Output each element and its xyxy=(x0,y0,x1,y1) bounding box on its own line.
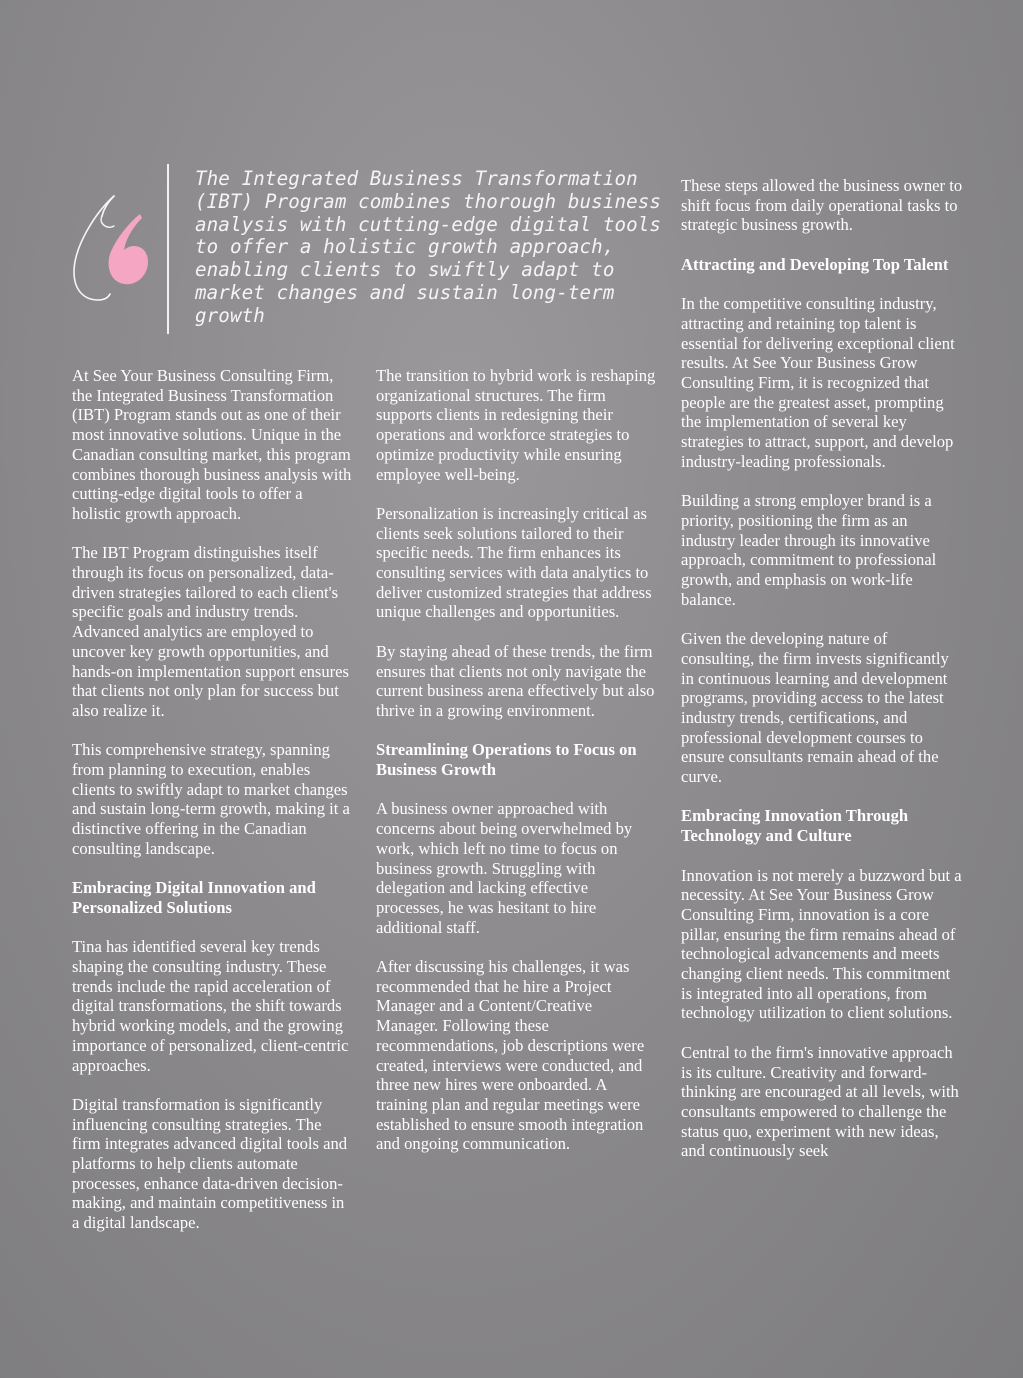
column-2 xyxy=(376,366,658,1174)
paragraph: Given the developing nature of consulting, the firm invests significantly in continuous learning and development programs, providing access to the latest industry trends, certifications, and professional development courses to ensure consultants remain ahead of the curve. xyxy=(681,629,949,787)
paragraph: A business owner approached with concerns about being overwhelmed by work, which left no time to focus on business growth. Struggling with delegation and lacking effective processes, he was hesitant to hire additional staff. xyxy=(376,799,633,937)
paragraph: By staying ahead of these trends, the firm ensures that clients not only navigate the current business arena effectively but also thrive in a growing environment. xyxy=(376,641,655,720)
paragraph: Innovation is not merely a buzzword but a necessity. At See Your Business Grow Consulting Firm, innovation is a core pillar, ensuring the firm remains ahead of technological advancements and meets changing client needs. This commitment is integrated into all operations, from technology utilization to client solutions. xyxy=(681,865,962,1023)
column-3 xyxy=(681,176,963,1181)
section-heading: Embracing Digital Innovation and Personalized Solutions xyxy=(72,878,316,917)
paragraph: Digital transformation is significantly influencing consulting strategies. The firm integrates advanced digital tools and platforms to help clients automate processes, enhance data-driven decision-making, and maintain competitiveness in a digital landscape. xyxy=(72,1094,348,1233)
section-heading: Embracing Innovation Through Technology and Culture xyxy=(681,806,909,846)
paragraph: The IBT Program distinguishes itself through its focus on personalized, data-driven strategies tailored to each client's specific goals and industry trends. Advanced analytics are employed to uncover key growth opportunities, and hands-on implementation support ensures that clients not only plan for success but also realize it. xyxy=(72,543,349,720)
section-heading: Attracting and Developing Top Talent xyxy=(681,254,949,274)
paragraph: The transition to hybrid work is reshaping organizational structures. The firm supports clients in redesigning their operations and workforce strategies to optimize productivity while ensuring employee well-being. xyxy=(376,366,656,484)
paragraph: At See Your Business Consulting Firm, the Integrated Business Transformation (IBT) Program stands out as one of their most innovative solutions. Unique in the Canadian consulting market, this program combines thorough business analysis with cutting-edge digital tools to offer a holistic growth approach. xyxy=(72,366,352,523)
quote-divider xyxy=(167,164,169,334)
paragraph: These steps allowed the business owner to shift focus from daily operational tasks to strategic business growth. xyxy=(681,176,963,235)
paragraph: Tina has identified several key trends shaping the consulting industry. These trends include the rapid acceleration of digital transformations, the shift towards hybrid working models, and the growing importance of personalized, client-centric approaches. xyxy=(72,937,349,1075)
pull-quote: The Integrated Business Transformation (IBT) Program combines thorough business analysis with cutting-edge digital tools to offer a holistic growth approach, enabling clients to swiftly adapt to market changes and sustain long-term growth xyxy=(195,167,662,327)
quote-mark-icon xyxy=(68,190,152,308)
paragraph: In the competitive consulting industry, attracting and retaining top talent is essential for delivering exceptional client results. At See Your Business Grow Consulting Firm, it is recognized that people are the greatest asset, prompting the implementation of several key strategies to attract, support, and develop industry-leading professionals. xyxy=(681,294,955,471)
paragraph: This comprehensive strategy, spanning from planning to execution, enables clients to swiftly adapt to market changes and sustain long-term growth, making it a distinctive offering in the Canadian consulting landscape. xyxy=(72,740,350,858)
section-heading: Streamlining Operations to Focus on Business Growth xyxy=(376,740,637,780)
paragraph: After discussing his challenges, it was recommended that he hire a Project Manager and a Content/Creative Manager. Following these recommendations, job descriptions were created, interviews were conducted, and three new hires were onboarded. A training plan and regular meetings were established to ensure smooth integration and ongoing communication. xyxy=(376,957,645,1154)
paragraph: Building a strong employer brand is a priority, positioning the firm as an industry leader through its innovative approach, commitment to professional growth, and emphasis on work-life balance. xyxy=(681,491,937,609)
paragraph: Personalization is increasingly critical as clients seek solutions tailored to their specific needs. The firm enhances its consulting services with data analytics to deliver customized strategies that address unique challenges and opportunities. xyxy=(376,503,652,622)
paragraph: Central to the firm's innovative approach is its culture. Creativity and forward-thinking are encouraged at all levels, with consultants empowered to challenge the status quo, experiment with new ideas, and continuously seek xyxy=(681,1042,959,1161)
column-1 xyxy=(72,366,354,1253)
